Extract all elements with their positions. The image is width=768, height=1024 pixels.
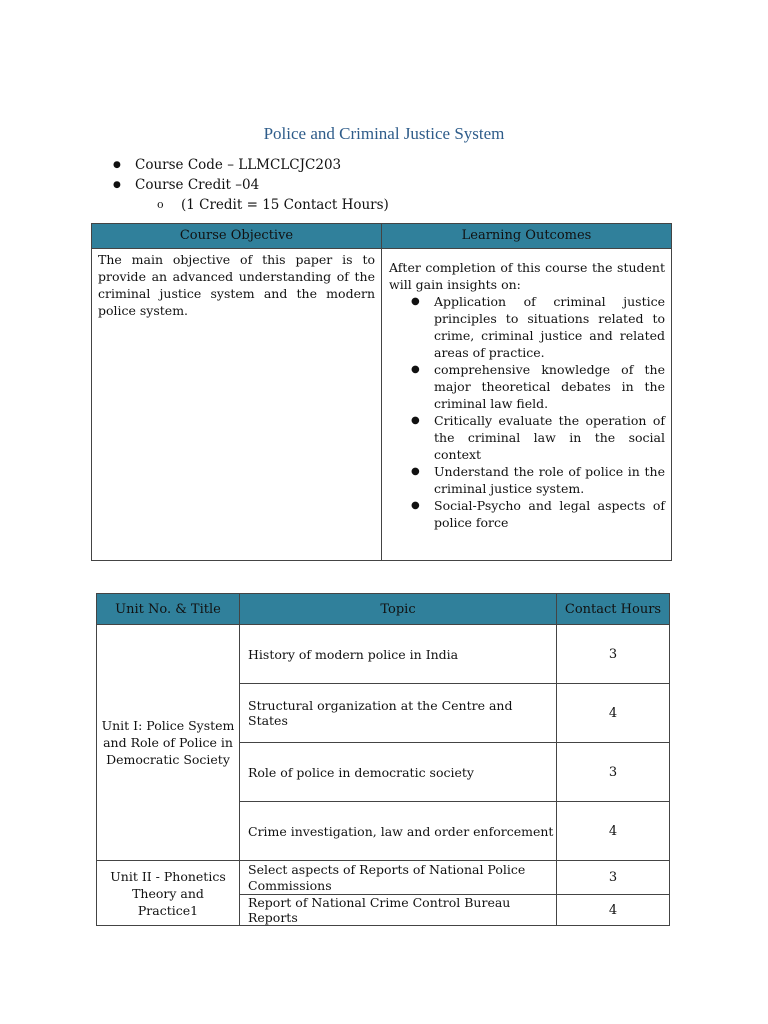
unit-title: Unit I: Police System and Role of Police in Democratic Society [97,625,240,861]
outcomes-intro: After completion of this course the student will gain insights on: [389,260,665,292]
course-meta [113,155,389,215]
bullet-icon: ● [411,466,420,477]
contact-hours: 3 [557,625,670,684]
course-credit-item [113,175,389,195]
contact-hours: 4 [557,684,670,743]
topic: Structural organization at the Centre and States [240,684,557,743]
list-item: ● Understand the role of police in the criminal justice system. [389,463,665,497]
topic: Select aspects of Reports of National Police Commissions [240,861,557,895]
topic-header: Topic [240,594,557,625]
bullet-icon: ● [411,364,420,375]
objectives-table-header [92,224,671,249]
units-table [96,593,670,926]
unit-title: Unit II - Phonetics Theory and Practice1 [97,861,240,926]
list-item: ● comprehensive knowledge of the major theoretical debates in the criminal law field. [389,361,665,412]
contact-hours-header: Contact Hours [557,594,670,625]
topic: Crime investigation, law and order enforcement [240,802,557,861]
bullet-icon: ● [411,296,420,307]
bullet-icon: ● [411,500,420,511]
contact-hours: 3 [557,861,670,895]
course-credit: Course Credit –04 [135,177,260,193]
contact-hours: 4 [557,895,670,926]
course-objective-header: Course Objective [92,224,382,248]
unit-title-header: Unit No. & Title [97,594,240,625]
learning-outcomes-header: Learning Outcomes [461,228,592,243]
table-row [97,861,670,895]
list-item: ● Social-Psycho and legal aspects of police force [389,497,665,531]
objectives-table [91,223,672,561]
circle-bullet-icon: o [157,198,164,211]
list-item: ● Application of criminal justice principles to situations related to crime, criminal justice and related areas of practice. [389,293,665,361]
topic: Report of National Crime Control Bureau Reports [240,895,557,926]
bullet-icon: ● [113,160,121,170]
topic: Role of police in democratic society [240,743,557,802]
contact-hours: 4 [557,802,670,861]
course-objective-text: The main objective of this paper is to provide an advanced understanding of the criminal justice system and the modern police system. [92,249,382,560]
bullet-icon: ● [411,415,420,426]
course-code: Course Code – LLMCLCJC203 [135,157,342,173]
objectives-table-body [92,249,671,560]
outcomes-list [389,293,665,531]
course-code-item [113,155,389,175]
contact-hours: 3 [557,743,670,802]
topic: History of modern police in India [240,625,557,684]
table-row [97,625,670,684]
bullet-icon: ● [113,180,121,190]
units-table-header [97,594,670,625]
credit-note: (1 Credit = 15 Contact Hours) [181,197,389,213]
learning-outcomes-cell [382,249,671,560]
credit-note-item [113,195,389,215]
list-item: ● Critically evaluate the operation of the criminal law in the social context [389,412,665,463]
page-title: Police and Criminal Justice System [263,124,505,143]
